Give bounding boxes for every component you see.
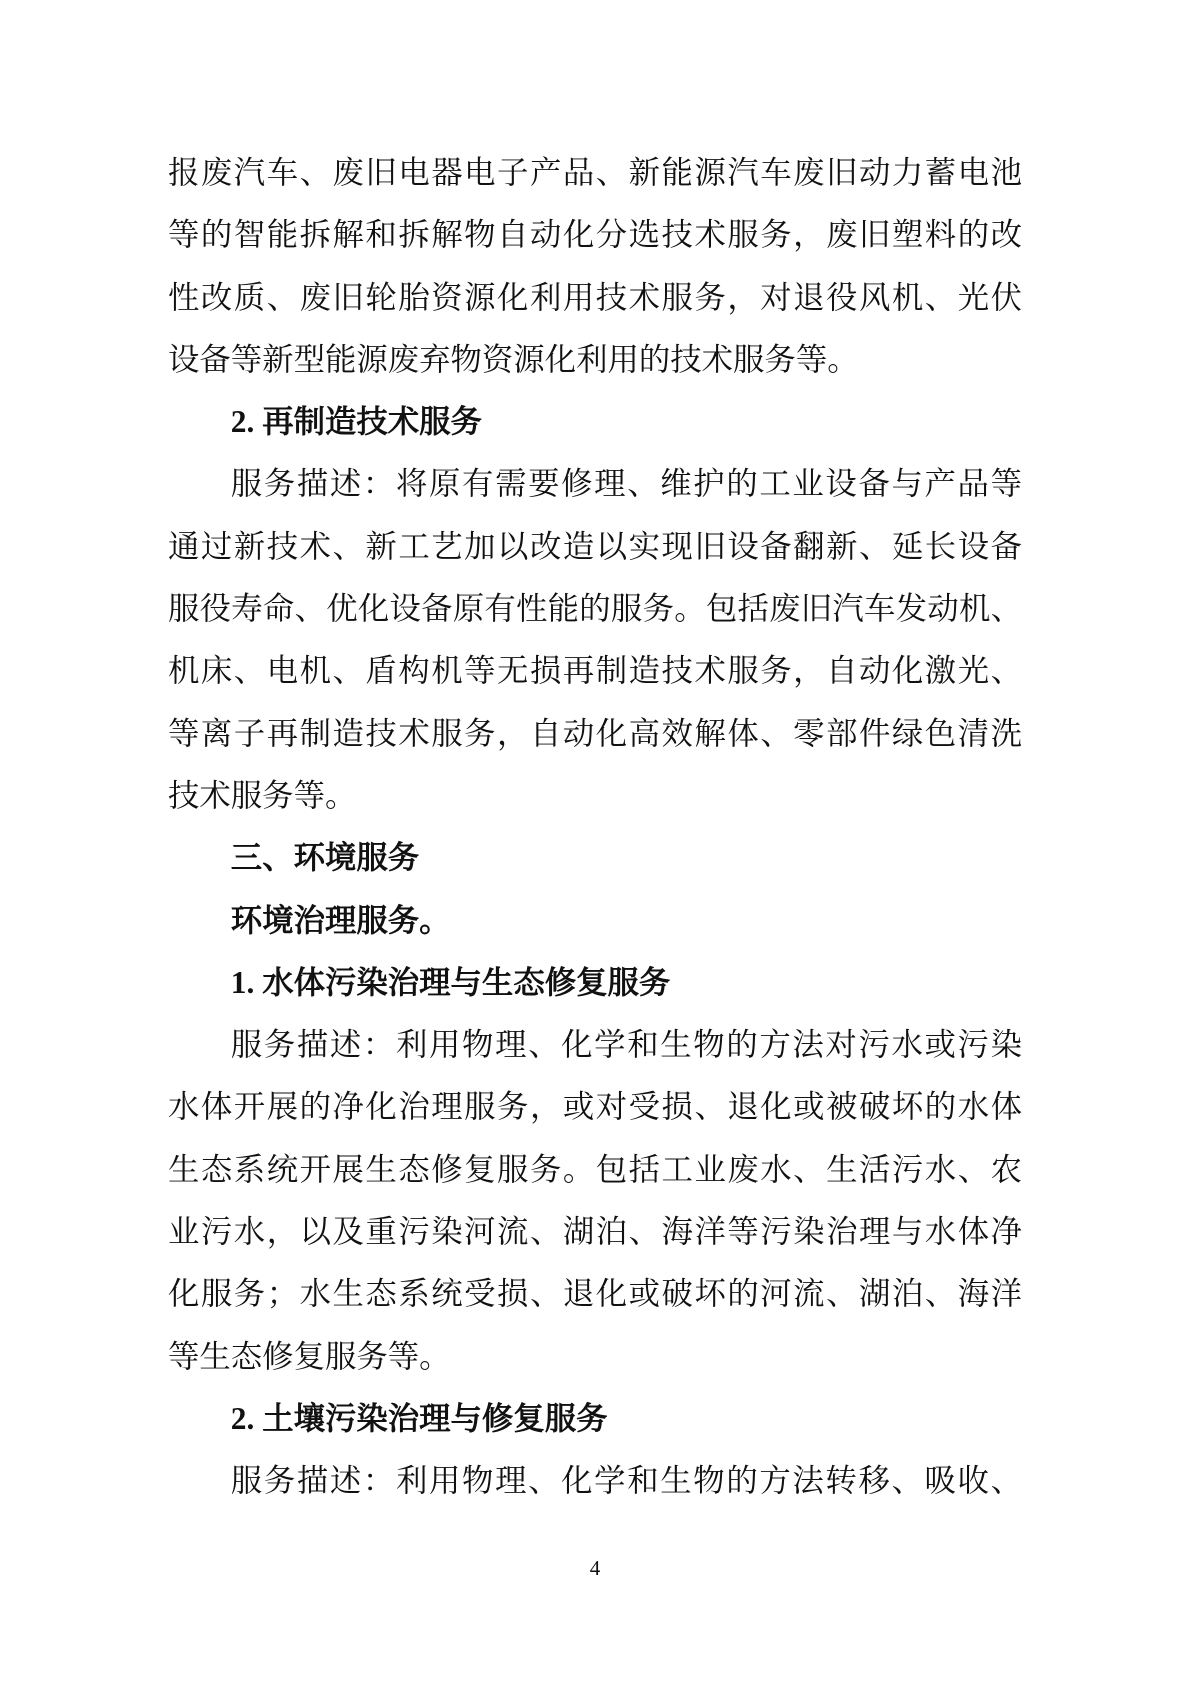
body-line: 服务描述：利用物理、化学和生物的方法转移、吸收、 [230,1463,1022,1499]
body-line: 机床、电机、盾构机等无损再制造技术服务，自动化激光、 [168,653,1022,689]
heading-soil-pollution-remediation: 2. 土壤污染治理与修复服务 [230,1400,608,1436]
body-line: 化服务；水生态系统受损、退化或破坏的河流、湖泊、海洋 [168,1276,1022,1312]
body-line: 生态系统开展生态修复服务。包括工业废水、生活污水、农 [168,1151,1022,1187]
body-line: 技术服务等。 [168,777,357,813]
body-line: 等离子再制造技术服务，自动化高效解体、零部件绿色清洗 [168,715,1022,751]
body-line: 服务描述：将原有需要修理、维护的工业设备与产品等 [230,466,1022,502]
heading-remanufacturing-services: 2. 再制造技术服务 [230,404,482,440]
body-line: 设备等新型能源废弃物资源化利用的技术服务等。 [168,341,859,377]
subheading-environment-governance: 环境治理服务。 [230,902,451,938]
heading-section-3-environment-services: 三、环境服务 [230,840,420,876]
body-line: 报废汽车、废旧电器电子产品、新能源汽车废旧动力蓄电池 [168,155,1022,190]
body-line: 水体开展的净化治理服务，或对受损、退化或被破坏的水体 [168,1089,1022,1125]
page-number: 4 [589,1556,601,1580]
text-block [168,142,1022,1513]
body-line: 等生态修复服务等。 [168,1338,451,1374]
body-line: 服务描述：利用物理、化学和生物的方法对污水或污染 [230,1027,1022,1063]
body-line: 服役寿命、优化设备原有性能的服务。包括废旧汽车发动机、 [168,591,1022,627]
heading-water-pollution-treatment: 1. 水体污染治理与生态修复服务 [230,964,671,1000]
body-line: 等的智能拆解和拆解物自动化分选技术服务，废旧塑料的改 [168,217,1022,253]
body-line: 通过新技术、新工艺加以改造以实现旧设备翻新、延长设备 [168,528,1022,564]
body-line: 业污水，以及重污染河流、湖泊、海洋等污染治理与水体净 [168,1214,1022,1250]
body-line: 性改质、废旧轮胎资源化利用技术服务，对退役风机、光伏 [168,279,1022,315]
